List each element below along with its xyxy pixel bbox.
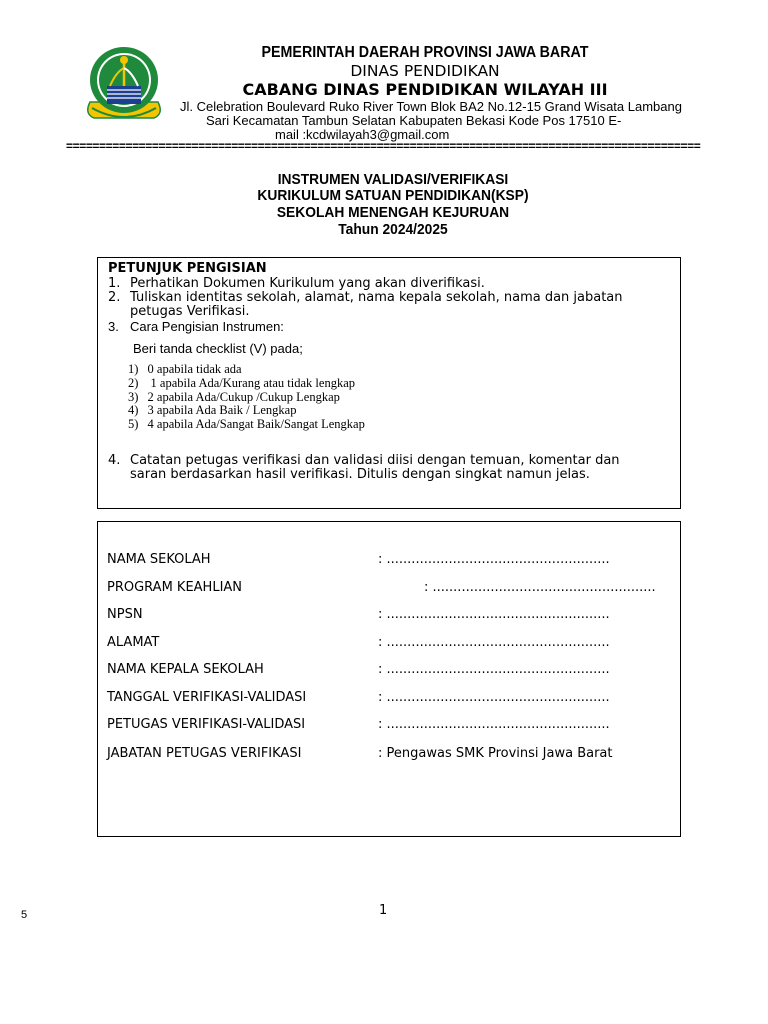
school-identity-box bbox=[97, 521, 681, 837]
field-label-verifier: PETUGAS VERIFIKASI-VALIDASI bbox=[107, 717, 306, 732]
document-title-line3: SEKOLAH MENENGAH KEJURUAN bbox=[276, 204, 510, 221]
score-text: 4 apabila Ada/Sangat Baik/Sangat Lengkap bbox=[147, 417, 365, 431]
field-label-verifier-position: JABATAN PETUGAS VERIFIKASI bbox=[107, 746, 302, 761]
field-label-principal: NAMA KEPALA SEKOLAH bbox=[107, 662, 264, 677]
header-separator: ================================================================================================ bbox=[66, 139, 701, 153]
score-item bbox=[128, 376, 355, 390]
score-item bbox=[128, 417, 365, 431]
header-address-line1: Jl. Celebration Boulevard Ruko River Town Blok BA2 No.12-15 Grand Wisata Lambang bbox=[180, 99, 682, 114]
header-branch: CABANG DINAS PENDIDIKAN WILAYAH III bbox=[242, 80, 608, 99]
field-value-address[interactable]: : ...................................................... bbox=[378, 635, 610, 650]
instruction-4-line2: saran berdasarkan hasil verifikasi. Ditulis dengan singkat namun jelas. bbox=[130, 467, 590, 482]
west-java-emblem-logo bbox=[80, 44, 168, 124]
field-value-npsn[interactable]: : ...................................................... bbox=[378, 607, 610, 622]
instruction-3-number: 3. bbox=[108, 319, 119, 334]
score-item bbox=[128, 390, 340, 404]
header-address-line2: Sari Kecamatan Tambun Selatan Kabupaten Bekasi Kode Pos 17510 E- bbox=[206, 113, 622, 128]
instruction-2-number: 2. bbox=[108, 290, 121, 305]
instructions-heading: PETUNJUK PENGISIAN bbox=[108, 261, 267, 276]
score-text: 1 apabila Ada/Kurang atau tidak lengkap bbox=[150, 376, 355, 390]
score-number: 3) bbox=[128, 390, 139, 404]
field-value-school-name[interactable]: : ...................................................... bbox=[378, 552, 610, 567]
score-number: 1) bbox=[128, 362, 139, 376]
field-value-principal[interactable]: : ...................................................... bbox=[378, 662, 610, 677]
score-text: 3 apabila Ada Baik / Lengkap bbox=[147, 403, 297, 417]
instruction-4-number: 4. bbox=[108, 453, 121, 468]
instruction-4-line1: Catatan petugas verifikasi dan validasi diisi dengan temuan, komentar dan bbox=[130, 453, 620, 468]
field-label-address: ALAMAT bbox=[107, 635, 160, 650]
score-text: 0 apabila tidak ada bbox=[147, 362, 242, 376]
field-label-school-name: NAMA SEKOLAH bbox=[107, 552, 211, 567]
field-value-verifier-position[interactable]: : Pengawas SMK Provinsi Jawa Barat bbox=[378, 746, 613, 761]
instruction-2-line2: petugas Verifikasi. bbox=[130, 304, 250, 319]
field-label-program: PROGRAM KEAHLIAN bbox=[107, 580, 243, 595]
header-agency: DINAS PENDIDIKAN bbox=[350, 62, 500, 80]
score-item bbox=[128, 403, 296, 417]
score-item bbox=[128, 362, 242, 376]
document-year: Tahun 2024/2025 bbox=[338, 221, 448, 238]
field-label-npsn: NPSN bbox=[107, 607, 143, 622]
header-government: PEMERINTAH DAERAH PROVINSI JAWA BARAT bbox=[261, 44, 589, 61]
instruction-3: Cara Pengisian Instrumen: bbox=[130, 319, 284, 334]
field-value-program[interactable]: : ...................................................... bbox=[424, 580, 656, 595]
side-number: 5 bbox=[21, 909, 28, 921]
field-value-verifier[interactable]: : ...................................................... bbox=[378, 717, 610, 732]
checklist-intro: Beri tanda checklist (V) pada; bbox=[133, 341, 303, 356]
score-text: 2 apabila Ada/Cukup /Cukup Lengkap bbox=[147, 390, 340, 404]
instruction-1: Perhatikan Dokumen Kurikulum yang akan diverifikasi. bbox=[130, 276, 485, 291]
header-email: mail :kcdwilayah3@gmail.com bbox=[275, 127, 450, 142]
document-title-line1: INSTRUMEN VALIDASI/VERIFIKASI bbox=[277, 171, 509, 188]
instruction-1-number: 1. bbox=[108, 276, 121, 291]
score-number: 2) bbox=[128, 376, 139, 390]
score-number: 4) bbox=[128, 403, 139, 417]
instruction-2-line1: Tuliskan identitas sekolah, alamat, nama kepala sekolah, nama dan jabatan bbox=[130, 290, 623, 305]
field-value-verification-date[interactable]: : ...................................................... bbox=[378, 690, 610, 705]
page-number: 1 bbox=[379, 903, 388, 918]
score-number: 5) bbox=[128, 417, 139, 431]
field-label-verification-date: TANGGAL VERIFIKASI-VALIDASI bbox=[107, 690, 307, 705]
document-title-line2: KURIKULUM SATUAN PENDIDIKAN(KSP) bbox=[257, 187, 529, 204]
